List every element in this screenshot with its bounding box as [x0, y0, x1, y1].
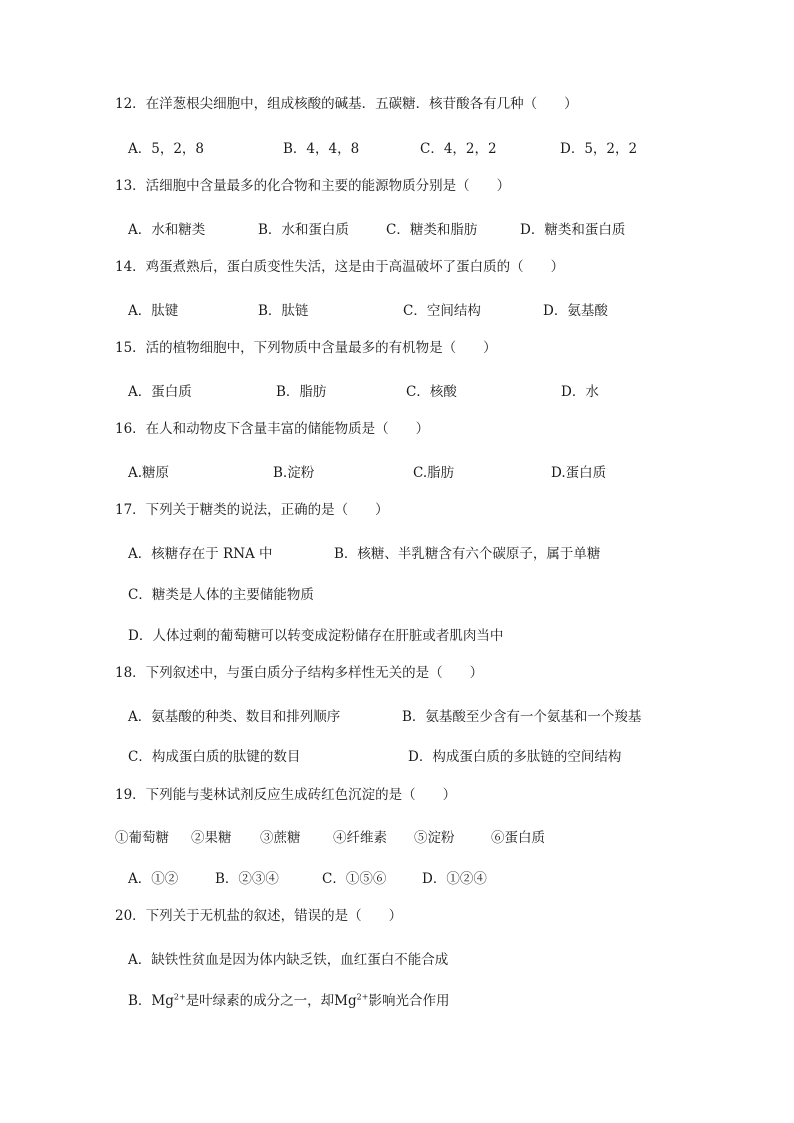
question-19-item-4: ④纤维素	[333, 830, 387, 846]
question-19-option-a: A．①②	[128, 871, 179, 887]
question-19-stem: 19．下列能与斐林试剂反应生成砖红色沉淀的是（ ）	[115, 787, 457, 803]
question-16-stem: 16．在人和动物皮下含量丰富的储能物质是（ ）	[115, 421, 430, 437]
question-15-option-d: D．水	[561, 384, 599, 400]
question-20-option-b	[128, 989, 449, 1009]
question-17-option-c: C．糖类是人体的主要储能物质	[128, 587, 314, 603]
question-19-option-b: B．②③④	[215, 871, 279, 887]
charge-superscript: 2+	[173, 992, 186, 1002]
question-14-option-d: D．氨基酸	[543, 303, 608, 319]
question-19-item-2: ②果糖	[191, 830, 232, 846]
option-b-prefix: B．Mg	[128, 993, 174, 1009]
question-18-option-a: A．氨基酸的种类、数目和排列顺序	[128, 709, 341, 725]
question-19-item-3: ③蔗糖	[260, 830, 301, 846]
question-19-item-1: ①葡萄糖	[115, 830, 169, 846]
question-13-option-a: A．水和糖类	[128, 222, 206, 238]
question-19-item-6: ⑥蛋白质	[491, 830, 545, 846]
question-18-option-d: D．构成蛋白质的多肽链的空间结构	[408, 749, 622, 765]
question-17-option-a: A．核糖存在于 RNA 中	[128, 546, 273, 562]
question-14-option-b: B．肽链	[258, 303, 309, 319]
charge-superscript: 2+	[356, 992, 369, 1002]
question-15-option-a: A．蛋白质	[128, 384, 192, 400]
question-13-option-b: B．水和蛋白质	[258, 222, 349, 238]
question-19-option-c: C．①⑤⑥	[322, 871, 387, 887]
question-20-option-a: A．缺铁性贫血是因为体内缺乏铁，血红蛋白不能合成	[128, 952, 449, 968]
question-15-stem: 15．活的植物细胞中，下列物质中含量最多的有机物是（ ）	[115, 340, 497, 356]
question-14-option-a: A．肽键	[128, 303, 179, 319]
option-b-middle: 是叶绿素的成分之一，却Mg	[185, 993, 357, 1009]
question-16-option-a: A.糖原	[128, 465, 170, 481]
option-b-suffix: 影响光合作用	[368, 993, 450, 1009]
question-13-option-c: C．糖类和脂肪	[386, 222, 478, 238]
question-17-option-d: D．人体过剩的葡萄糖可以转变成淀粉储存在肝脏或者肌肉当中	[128, 628, 504, 644]
question-16-option-b: B.淀粉	[273, 465, 315, 481]
question-18-option-c: C．构成蛋白质的肽键的数目	[128, 749, 301, 765]
question-14-option-c: C．空间结构	[403, 303, 481, 319]
question-19-item-5: ⑤淀粉	[414, 830, 455, 846]
question-17-option-b: B．核糖、半乳糖含有六个碳原子，属于单糖	[334, 546, 601, 562]
question-12-option-d: D．5，2，2	[560, 141, 638, 157]
question-14-stem: 14．鸡蛋煮熟后，蛋白质变性失活，这是由于高温破坏了蛋白质的（ ）	[115, 259, 565, 275]
question-13-option-d: D．糖类和蛋白质	[520, 222, 626, 238]
question-15-option-c: C．核酸	[406, 384, 457, 400]
question-13-stem: 13．活细胞中含量最多的化合物和主要的能源物质分别是（ ）	[115, 178, 511, 194]
question-12-option-b: B．4，4，8	[283, 141, 360, 157]
question-19-option-d: D．①②④	[422, 871, 487, 887]
question-12-option-a: A．5，2，8	[128, 141, 205, 157]
question-17-stem: 17．下列关于糖类的说法，正确的是（ ）	[115, 502, 389, 518]
question-12-stem: 12．在洋葱根尖细胞中，组成核酸的碱基．五碳糖．核苷酸各有几种（ ）	[115, 96, 578, 112]
question-15-option-b: B．脂肪	[276, 384, 327, 400]
question-18-option-b: B．氨基酸至少含有一个氨基和一个羧基	[402, 709, 642, 725]
question-12-option-c: C．4，2，2	[420, 141, 497, 157]
question-20-stem: 20．下列关于无机盐的叙述，错误的是（ ）	[115, 908, 403, 924]
question-18-stem: 18．下列叙述中，与蛋白质分子结构多样性无关的是（ ）	[115, 665, 484, 681]
question-16-option-c: C.脂肪	[413, 465, 455, 481]
question-16-option-d: D.蛋白质	[551, 465, 607, 481]
